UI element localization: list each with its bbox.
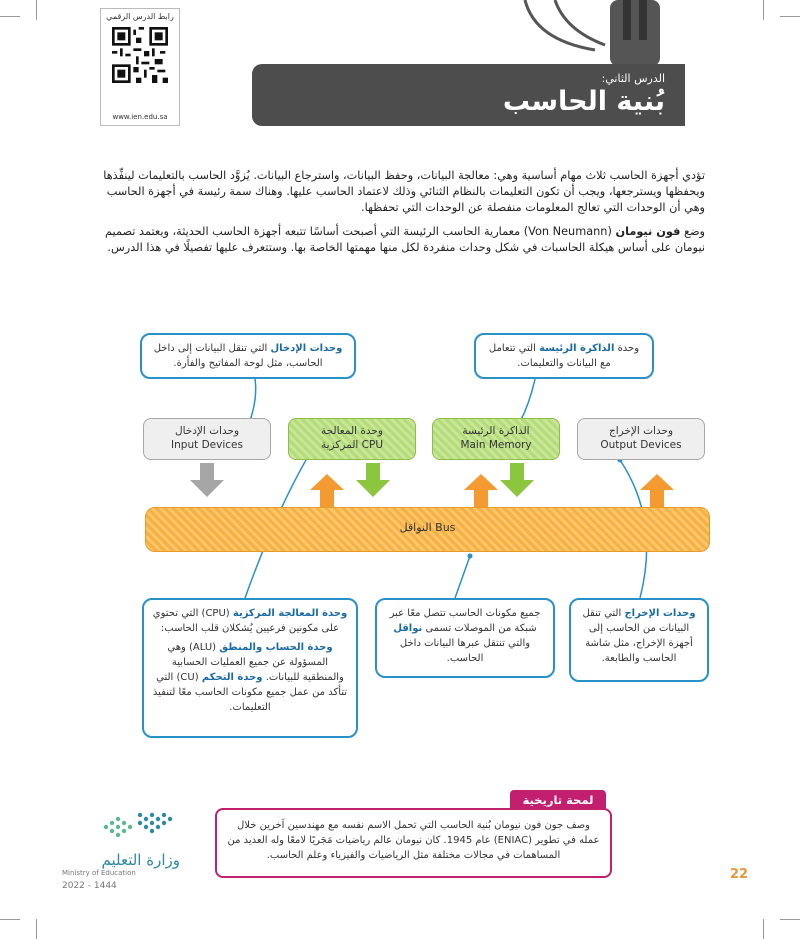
intro-paragraph: تؤدي أجهزة الحاسب ثلاث مهام أساسية وهي: معالجة البيانات، وحفظ البيانات، واسترجاع البيانات. يُزوَّد الحاسب بالتعليمات لينفِّذها ويحفظها ويسترجعها، ويجب أن تكون التعليمات بالنظام الثنائي وذلك لاعتماد الحاسب عليها. وهناك سمة رئيسة في أجهزة الحاسب وهي أن الوحدات التي تعالج المعلومات منفصلة عن الوحدات التي تحفظها. bbox=[103, 169, 705, 214]
history-text: وصف جون فون نيومان بُنية الحاسب التي تحمل الاسم نفسه مع مهندسين آخرين خلال عمله في تطوير (ENIAC) عام 1945. كان نيومان عالم رياضيات مَجَريًا لامعًا وله العديد من المساهمات في مجالات مختلفة مثل الرياضيات والفيزياء وعلم الحاسب. bbox=[227, 820, 600, 861]
cpu-callout-text2: (ALU) وهي المسؤولة عن جميع العمليات الحسابية والمنطقية للبيانات. bbox=[167, 642, 344, 683]
history-title: لمحة تاريخية bbox=[510, 790, 606, 810]
input-unit-ar: وحدات الإدخال bbox=[174, 425, 240, 437]
cpu-callout-text3: (CU) التي تتأكد من عمل جميع مكونات الحاسب معًا لتنفيذ التعليمات. bbox=[152, 672, 348, 713]
memory-unit-ar: الذاكرة الرئيسة bbox=[462, 425, 530, 437]
cpu-callout-bold2: وحدة الحساب والمنطق bbox=[219, 642, 333, 653]
bus-callout bbox=[375, 598, 555, 678]
crop-mark bbox=[780, 16, 800, 17]
cpu-callout-bold1: وحدة المعالجة المركزية bbox=[232, 608, 348, 619]
crop-mark bbox=[36, 0, 37, 20]
arrow-down-green-icon bbox=[500, 463, 534, 497]
ministry-logo bbox=[62, 803, 180, 891]
page-number: 22 bbox=[730, 867, 749, 882]
academic-year: 2022 - 1444 bbox=[62, 881, 117, 891]
main-memory-unit bbox=[432, 418, 560, 460]
input-callout-bold: وحدات الإدخال bbox=[270, 343, 343, 354]
ministry-name-en: Ministry of Education bbox=[62, 869, 136, 877]
arrow-down-gray-icon bbox=[190, 463, 224, 497]
input-devices-unit bbox=[143, 418, 271, 460]
crop-mark bbox=[780, 919, 800, 920]
cpu-callout bbox=[142, 598, 358, 738]
lesson-banner bbox=[252, 64, 685, 126]
memory-callout-pre: وحدة bbox=[617, 343, 640, 354]
plug-graphic-icon bbox=[495, 0, 695, 70]
data-flow-arrows bbox=[0, 455, 800, 510]
p2-lead: وضع bbox=[683, 225, 705, 238]
crop-mark bbox=[763, 0, 764, 20]
bus-label: النواقل Bus bbox=[399, 521, 456, 534]
output-devices-unit bbox=[577, 418, 705, 460]
bus-callout-bold: نواقل bbox=[393, 623, 423, 634]
input-unit-en: Input Devices bbox=[171, 439, 243, 451]
cpu-callout-bold3: وحدة التحكم bbox=[201, 672, 263, 683]
crop-mark bbox=[763, 919, 764, 939]
output-callout-bold: وحدات الإخراج bbox=[624, 608, 696, 619]
arrow-down-green-icon bbox=[356, 463, 390, 497]
arrow-up-orange-icon bbox=[464, 474, 498, 507]
cpu-unit bbox=[288, 418, 416, 460]
p2-rest: (Von Neumann) معمارية الحاسب الرئيسة التي أصبحت أساسًا تتبعه أجهزة الحاسب الحديثة، ويعتمد تصميم نيومان على أساس هيكلة الحاسبات في شكل وحدات منفردة لكل منها مهمتها الخاصة بها. وستتعرف عليها تفصيلًا في هذا الدرس. bbox=[105, 225, 705, 254]
ministry-name-ar: وزارة التعليم bbox=[101, 851, 180, 869]
lesson-label: الدرس الثاني: bbox=[601, 72, 665, 85]
arrow-up-orange-icon bbox=[310, 474, 344, 507]
p2-name: فون نيومان bbox=[615, 225, 681, 238]
cpu-callout-text1: (CPU) التي تحتوي على مكونين فرعيين يُشكلان قلب الحاسب: bbox=[152, 608, 340, 634]
qr-url[interactable]: www.ien.edu.sa bbox=[112, 113, 168, 121]
memory-callout-text: التي تتعامل مع البيانات والتعليمات. bbox=[488, 343, 611, 369]
output-unit-en: Output Devices bbox=[600, 439, 682, 451]
memory-callout bbox=[474, 333, 654, 379]
qr-code-box[interactable] bbox=[100, 8, 180, 126]
ministry-logo-icon bbox=[96, 805, 180, 847]
crop-mark bbox=[0, 16, 20, 17]
lesson-title: بُنية الحاسب bbox=[502, 86, 665, 117]
history-box bbox=[215, 808, 612, 878]
crop-mark bbox=[36, 919, 37, 939]
memory-callout-bold: الذاكرة الرئيسة bbox=[539, 343, 615, 354]
cpu-unit-en: المركزية CPU bbox=[320, 439, 383, 451]
memory-unit-en: Main Memory bbox=[460, 439, 532, 451]
output-unit-ar: وحدات الإخراج bbox=[608, 425, 674, 437]
output-callout bbox=[569, 598, 709, 682]
input-callout bbox=[140, 333, 356, 379]
output-callout-text: التي تنقل البيانات من الحاسب إلى أجهزة الإخراج، مثل شاشة الحاسب والطابعة. bbox=[582, 608, 693, 664]
von-neumann-paragraph bbox=[100, 224, 705, 256]
cpu-unit-ar: وحدة المعالجة bbox=[321, 425, 383, 437]
arrow-up-orange-icon bbox=[640, 474, 674, 507]
bus-bar bbox=[145, 507, 710, 552]
crop-mark bbox=[0, 919, 20, 920]
bus-callout-text2: والتي تنتقل عبرها البيانات داخل الحاسب. bbox=[399, 638, 531, 664]
bus-callout-text1: جميع مكونات الحاسب تتصل معًا عبر شبكة من الموصلات تسمى bbox=[389, 608, 541, 634]
qr-title: رابط الدرس الرقمي bbox=[106, 12, 174, 21]
input-callout-text: التي تنقل البيانات إلى داخل الحاسب، مثل لوحة المفاتيح والفأرة. bbox=[153, 343, 323, 369]
qr-code-icon bbox=[112, 27, 168, 83]
